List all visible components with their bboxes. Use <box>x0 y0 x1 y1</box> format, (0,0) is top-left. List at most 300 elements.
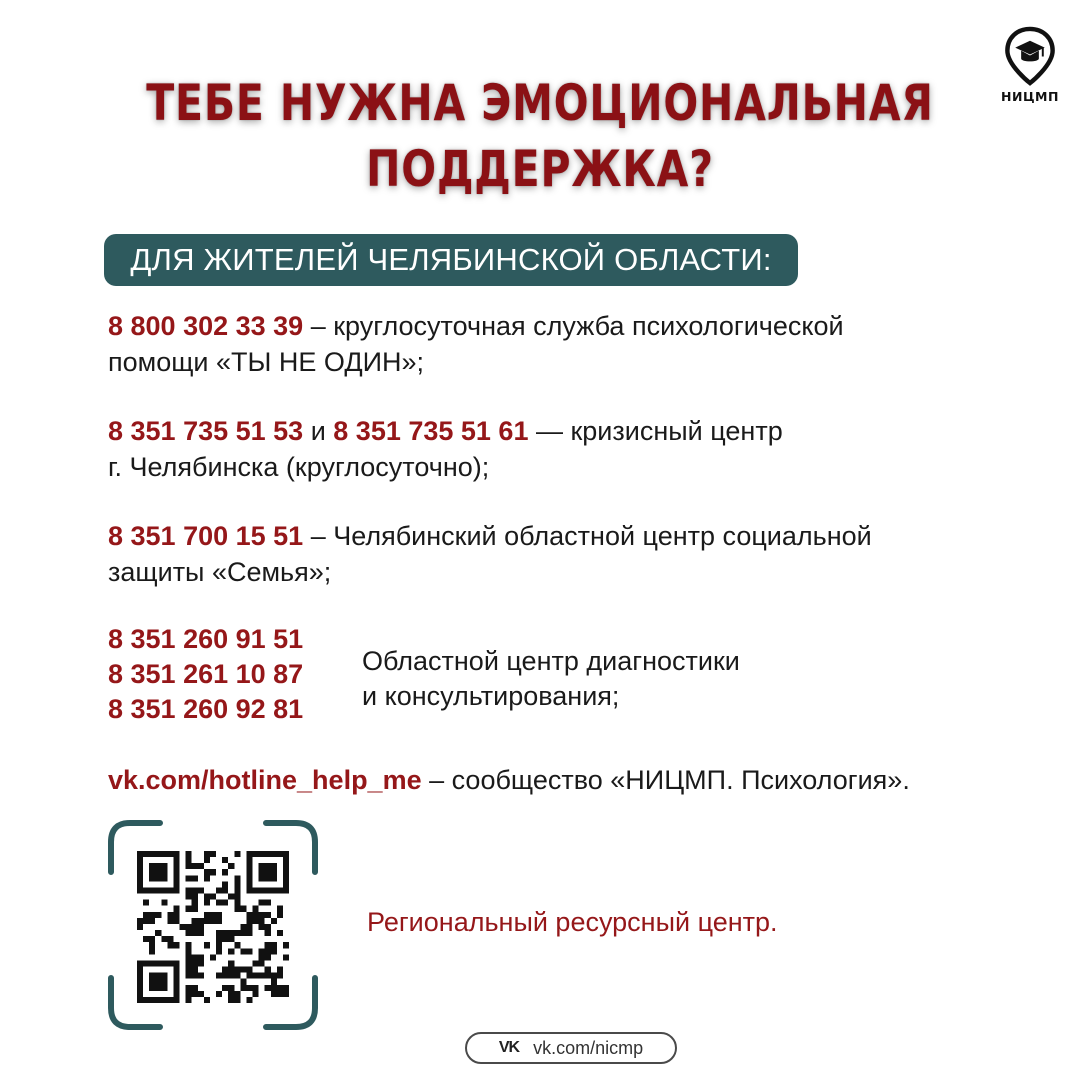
qr-module <box>192 863 198 869</box>
qr-module <box>265 930 271 936</box>
qr-module <box>173 985 179 991</box>
qr-module <box>271 973 277 979</box>
qr-module <box>222 930 228 936</box>
qr-module <box>173 918 179 924</box>
phone-joiner: и <box>303 416 334 446</box>
crisis-center-entry <box>108 413 783 485</box>
qr-module <box>246 887 252 893</box>
qr-module <box>137 857 143 863</box>
qr-module <box>210 869 216 875</box>
qr-module <box>246 869 252 875</box>
qr-module <box>161 863 167 869</box>
qr-module <box>143 936 149 942</box>
qr-module <box>271 948 277 954</box>
entry-description: — кризисный центр <box>528 416 783 446</box>
qr-module <box>253 912 259 918</box>
qr-module <box>259 851 265 857</box>
qr-module <box>186 906 192 912</box>
qr-module <box>198 918 204 924</box>
entry-description-cont: защиты «Семья»; <box>108 557 332 587</box>
qr-module <box>192 991 198 997</box>
qr-module <box>265 973 271 979</box>
qr-module <box>222 985 228 991</box>
qr-module <box>228 973 234 979</box>
qr-module <box>137 967 143 973</box>
qr-module <box>271 887 277 893</box>
qr-module <box>149 936 155 942</box>
qr-module <box>198 863 204 869</box>
qr-module <box>161 869 167 875</box>
hotline-entry <box>108 308 844 380</box>
qr-module <box>173 942 179 948</box>
qr-module <box>240 948 246 954</box>
qr-module <box>283 887 289 893</box>
qr-module <box>253 985 259 991</box>
qr-module <box>198 973 204 979</box>
qr-module <box>228 991 234 997</box>
qr-module <box>155 869 161 875</box>
qr-module <box>216 930 222 936</box>
qr-module <box>137 997 143 1003</box>
qr-module <box>173 967 179 973</box>
qr-module <box>143 918 149 924</box>
entry-description: – круглосуточная служба психологической <box>303 311 844 341</box>
qr-module <box>137 851 143 857</box>
qr-module <box>204 942 210 948</box>
qr-module <box>216 991 222 997</box>
diagnostics-text-line-1: Областной центр диагностики <box>362 646 740 676</box>
qr-module <box>173 960 179 966</box>
qr-module <box>204 857 210 863</box>
qr-module <box>186 997 192 1003</box>
phone-link[interactable]: 8 351 260 91 51 <box>108 624 304 654</box>
qr-module <box>283 942 289 948</box>
phone-link[interactable]: 8 351 261 10 87 <box>108 659 304 689</box>
qr-module <box>204 894 210 900</box>
qr-module <box>173 887 179 893</box>
qr-module <box>173 997 179 1003</box>
qr-module <box>149 979 155 985</box>
qr-module <box>137 973 143 979</box>
qr-module <box>149 887 155 893</box>
qr-module <box>149 912 155 918</box>
qr-module <box>198 930 204 936</box>
qr-module <box>253 918 259 924</box>
qr-module <box>228 894 234 900</box>
qr-module <box>149 948 155 954</box>
phone-link[interactable]: 8 351 735 51 61 <box>333 416 529 446</box>
qr-module <box>259 869 265 875</box>
qr-module <box>167 851 173 857</box>
vk-link[interactable] <box>465 1032 677 1064</box>
qr-module <box>222 967 228 973</box>
title-line-2: ПОДДЕРЖКА? <box>366 140 714 198</box>
qr-module <box>253 887 259 893</box>
qr-module <box>192 918 198 924</box>
qr-module <box>149 960 155 966</box>
qr-module <box>167 936 173 942</box>
qr-module <box>283 869 289 875</box>
qr-module <box>234 875 240 881</box>
community-link[interactable]: vk.com/hotline_help_me <box>108 765 422 795</box>
qr-module <box>186 960 192 966</box>
qr-module <box>265 887 271 893</box>
qr-module <box>234 906 240 912</box>
qr-module <box>161 985 167 991</box>
qr-module <box>246 851 252 857</box>
qr-module <box>186 991 192 997</box>
qr-module <box>137 875 143 881</box>
qr-module <box>259 954 265 960</box>
qr-module <box>155 979 161 985</box>
qr-module <box>167 887 173 893</box>
qr-module <box>204 918 210 924</box>
qr-module <box>155 912 161 918</box>
qr-module <box>137 991 143 997</box>
qr-module <box>137 985 143 991</box>
qr-module <box>192 924 198 930</box>
community-description: – сообщество «НИЦМП. Психология». <box>421 765 910 795</box>
qr-module <box>143 900 149 906</box>
qr-module <box>265 942 271 948</box>
qr-module <box>216 887 222 893</box>
qr-module <box>143 997 149 1003</box>
qr-module <box>222 973 228 979</box>
qr-module <box>186 930 192 936</box>
qr-module <box>277 887 283 893</box>
qr-module <box>137 869 143 875</box>
qr-module <box>173 869 179 875</box>
qr-module <box>210 912 216 918</box>
qr-module <box>228 948 234 954</box>
qr-module <box>204 900 210 906</box>
qr-module <box>186 924 192 930</box>
title-line-1: ТЕБЕ НУЖНА ЭМОЦИОНАЛЬНАЯ <box>146 74 934 132</box>
qr-module <box>259 973 265 979</box>
qr-module <box>259 924 265 930</box>
qr-module <box>240 967 246 973</box>
qr-module <box>234 881 240 887</box>
qr-module <box>283 851 289 857</box>
qr-module <box>192 967 198 973</box>
qr-module <box>198 960 204 966</box>
qr-module <box>283 991 289 997</box>
qr-module <box>192 930 198 936</box>
qr-module <box>246 948 252 954</box>
qr-module <box>192 960 198 966</box>
qr-module <box>155 863 161 869</box>
qr-module <box>228 985 234 991</box>
qr-module <box>246 930 252 936</box>
qr-module <box>259 960 265 966</box>
qr-module <box>161 960 167 966</box>
qr-module <box>277 985 283 991</box>
qr-module <box>246 973 252 979</box>
qr-module <box>216 948 222 954</box>
qr-module <box>198 954 204 960</box>
qr-module <box>155 997 161 1003</box>
qr-module <box>173 875 179 881</box>
qr-module <box>137 863 143 869</box>
qr-module <box>277 973 283 979</box>
qr-module <box>234 997 240 1003</box>
qr-module <box>137 887 143 893</box>
qr-module <box>173 979 179 985</box>
region-badge: ДЛЯ ЖИТЕЛЕЙ ЧЕЛЯБИНСКОЙ ОБЛАСТИ: <box>104 234 798 286</box>
entry-description: – Челябинский областной центр социальной <box>303 521 872 551</box>
qr-module <box>137 924 143 930</box>
qr-module <box>259 948 265 954</box>
qr-module <box>246 967 252 973</box>
qr-module <box>210 918 216 924</box>
qr-module <box>222 857 228 863</box>
qr-module <box>204 875 210 881</box>
resource-center-text: Региональный ресурсный центр. <box>367 907 778 937</box>
qr-module <box>161 979 167 985</box>
qr-module <box>167 912 173 918</box>
qr-module <box>234 942 240 948</box>
qr-module <box>240 930 246 936</box>
nicmp-logo <box>994 26 1066 104</box>
qr-module <box>271 991 277 997</box>
qr-module <box>173 857 179 863</box>
qr-module <box>277 930 283 936</box>
qr-module <box>149 918 155 924</box>
qr-module <box>161 851 167 857</box>
qr-module <box>198 887 204 893</box>
qr-module <box>246 912 252 918</box>
qr-module <box>240 924 246 930</box>
qr-module <box>186 894 192 900</box>
qr-module <box>234 887 240 893</box>
qr-module <box>265 900 271 906</box>
qr-module <box>216 900 222 906</box>
qr-module <box>192 894 198 900</box>
qr-module <box>265 869 271 875</box>
qr-module <box>283 954 289 960</box>
qr-module <box>167 997 173 1003</box>
qr-module <box>137 979 143 985</box>
qr-module <box>240 906 246 912</box>
qr-module <box>283 875 289 881</box>
qr-module <box>186 948 192 954</box>
qr-module <box>246 985 252 991</box>
qr-module <box>216 912 222 918</box>
qr-module <box>283 857 289 863</box>
qr-module <box>222 900 228 906</box>
qr-module <box>271 985 277 991</box>
qr-module <box>192 906 198 912</box>
graduation-pin-icon <box>1003 26 1057 87</box>
qr-module <box>259 900 265 906</box>
qr-module <box>210 851 216 857</box>
qr-module <box>259 863 265 869</box>
entry-description-cont: г. Челябинска (круглосуточно); <box>108 452 490 482</box>
qr-module <box>246 881 252 887</box>
qr-module <box>186 863 192 869</box>
qr-module <box>253 851 259 857</box>
qr-module <box>246 857 252 863</box>
qr-module <box>228 863 234 869</box>
qr-module <box>161 875 167 881</box>
qr-module <box>186 967 192 973</box>
qr-module <box>137 960 143 966</box>
qr-module <box>253 973 259 979</box>
qr-module <box>277 906 283 912</box>
qr-module <box>210 954 216 960</box>
qr-module <box>253 906 259 912</box>
qr-module <box>222 869 228 875</box>
qr-module <box>167 918 173 924</box>
qr-module <box>137 918 143 924</box>
qr-module <box>143 912 149 918</box>
phone-link[interactable]: 8 351 735 51 53 <box>108 416 304 446</box>
qr-module <box>192 954 198 960</box>
qr-module <box>246 997 252 1003</box>
qr-module <box>186 954 192 960</box>
qr-module <box>155 851 161 857</box>
qr-module <box>234 900 240 906</box>
qr-module <box>149 875 155 881</box>
qr-module <box>167 960 173 966</box>
qr-module <box>265 967 271 973</box>
qr-module <box>186 942 192 948</box>
phone-link[interactable]: 8 800 302 33 39 <box>108 311 304 341</box>
qr-module <box>173 912 179 918</box>
qr-module <box>277 851 283 857</box>
qr-module <box>265 863 271 869</box>
qr-module <box>240 985 246 991</box>
qr-module <box>155 930 161 936</box>
qr-module <box>271 979 277 985</box>
qr-module <box>265 875 271 881</box>
phone-link[interactable]: 8 351 700 15 51 <box>108 521 304 551</box>
diagnostics-phones <box>108 622 303 727</box>
qr-module <box>167 942 173 948</box>
qr-module <box>216 936 222 942</box>
qr-module <box>234 894 240 900</box>
qr-module <box>149 997 155 1003</box>
qr-module <box>161 936 167 942</box>
logo-text: НИЦМП <box>1001 89 1059 104</box>
qr-module <box>222 887 228 893</box>
qr-module <box>149 851 155 857</box>
qr-module <box>246 918 252 924</box>
qr-module <box>259 912 265 918</box>
diagnostics-description <box>362 644 740 714</box>
qr-module <box>228 930 234 936</box>
qr-module <box>186 985 192 991</box>
qr-module <box>161 887 167 893</box>
qr-module <box>216 918 222 924</box>
qr-module <box>204 869 210 875</box>
diagnostics-text-line-2: и консультирования; <box>362 681 620 711</box>
qr-module <box>149 973 155 979</box>
qr-module <box>222 881 228 887</box>
qr-module <box>265 948 271 954</box>
qr-module <box>143 851 149 857</box>
qr-module <box>216 973 222 979</box>
qr-module <box>234 967 240 973</box>
qr-module <box>161 997 167 1003</box>
qr-module <box>271 851 277 857</box>
qr-module <box>283 985 289 991</box>
qr-module <box>198 991 204 997</box>
qr-module <box>186 875 192 881</box>
vk-url: vk.com/nicmp <box>533 1037 644 1058</box>
qr-module <box>271 942 277 948</box>
qr-module <box>277 967 283 973</box>
phone-link[interactable]: 8 351 260 92 81 <box>108 694 304 724</box>
qr-module <box>173 881 179 887</box>
qr-module <box>186 857 192 863</box>
qr-module <box>204 912 210 918</box>
qr-module <box>246 924 252 930</box>
qr-module <box>173 851 179 857</box>
qr-module <box>173 863 179 869</box>
qr-module <box>210 894 216 900</box>
qr-module <box>253 991 259 997</box>
qr-module <box>283 881 289 887</box>
qr-module <box>265 954 271 960</box>
qr-module <box>265 924 271 930</box>
qr-module <box>186 851 192 857</box>
qr-module <box>271 869 277 875</box>
qr-module <box>143 887 149 893</box>
qr-module <box>277 991 283 997</box>
qr-module <box>259 918 265 924</box>
qr-module <box>228 960 234 966</box>
qr-module <box>222 936 228 942</box>
qr-module <box>265 985 271 991</box>
qr-module <box>271 875 277 881</box>
qr-module <box>204 851 210 857</box>
qr-module <box>283 863 289 869</box>
qr-module <box>149 985 155 991</box>
qr-module <box>259 875 265 881</box>
qr-module <box>271 918 277 924</box>
qr-module <box>253 960 259 966</box>
qr-module <box>155 960 161 966</box>
qr-module <box>155 887 161 893</box>
qr-module <box>228 997 234 1003</box>
qr-module <box>173 991 179 997</box>
qr-module <box>246 875 252 881</box>
qr-module <box>234 991 240 997</box>
qr-module <box>186 887 192 893</box>
qr-module <box>173 906 179 912</box>
qr-module <box>240 979 246 985</box>
qr-module <box>161 900 167 906</box>
qr-module <box>234 930 240 936</box>
qr-module <box>155 973 161 979</box>
qr-module <box>265 912 271 918</box>
qr-module <box>198 924 204 930</box>
qr-module <box>234 973 240 979</box>
qr-module <box>192 900 198 906</box>
qr-module <box>155 985 161 991</box>
qr-module <box>216 942 222 948</box>
qr-module <box>180 924 186 930</box>
entry-description-cont: помощи «ТЫ НЕ ОДИН»; <box>108 347 425 377</box>
qr-module <box>234 851 240 857</box>
qr-module <box>192 985 198 991</box>
qr-module <box>161 973 167 979</box>
qr-module <box>186 973 192 979</box>
qr-module <box>149 942 155 948</box>
qr-module <box>149 863 155 869</box>
qr-code[interactable] <box>137 851 289 1003</box>
